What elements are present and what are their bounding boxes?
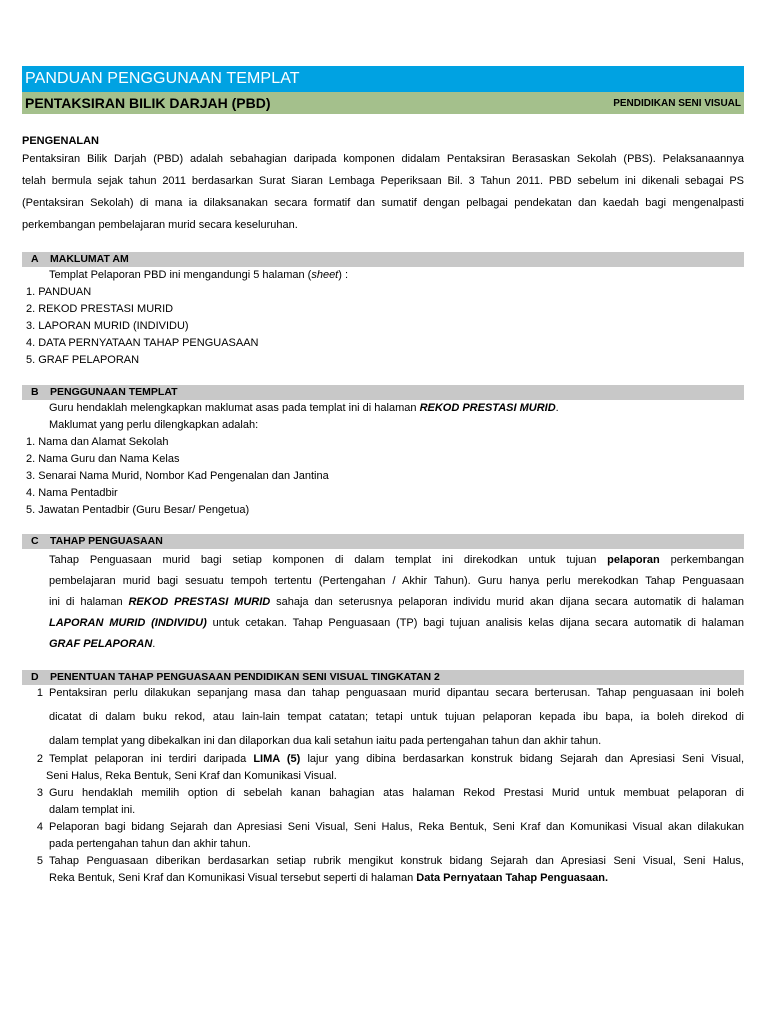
- numbered-item: [22, 685, 744, 751]
- section-letter: B: [31, 386, 39, 398]
- item-line: dalam templat yang dibekalkan ini dan dilaporkan dua kali setahun iaitu pada pertengahan tahun dan akhir tahun.: [49, 735, 602, 747]
- section-title: PENENTUAN TAHAP PENGUASAAN PENDIDIKAN SENI VISUAL TINGKATAN 2: [50, 671, 440, 683]
- item-line: Guru hendaklah memilih option di sebelah kanan bahagian atas halaman Rekod Prestasi Murid untuk membuat pelaporan di: [49, 787, 744, 799]
- section-title: MAKLUMAT AM: [50, 253, 129, 265]
- subtitle-bar: [22, 92, 744, 114]
- intro-section: [22, 134, 744, 236]
- text-bold: pelaporan: [607, 554, 660, 566]
- text-bold: Data Pernyataan Tahap Penguasaan.: [416, 872, 609, 884]
- item-line: dicatat di dalam buku rekod, atau lain-lain tempat catatan; tetapi untuk tujuan pelaporan kepada ibu bapa, ia boleh direkod di: [49, 711, 744, 723]
- intro-paragraph: [22, 148, 744, 236]
- paragraph-line: [49, 550, 744, 571]
- item-line: Pelaporan bagi bidang Sejarah dan Apresiasi Seni Visual, Seni Halus, Reka Bentuk, Seni Kraf dan Komunikasi Visual akan dilakukan: [49, 821, 744, 833]
- numbered-item: [22, 785, 744, 819]
- text-run: sahaja dan seterusnya pelaporan individu murid akan dijana secara automatik di halaman: [270, 596, 744, 608]
- item-number: 2: [36, 753, 43, 765]
- text-run: Reka Bentuk, Seni Kraf dan Komunikasi Visual tersebut seperti di halaman: [49, 872, 417, 884]
- section-a-lead: [22, 267, 744, 284]
- intro-line: telah bermula sejak tahun 2011 berdasarkan Surat Siaran Lembaga Peperiksaan Bil. 3 Tahun 2011. PBD sebelum ini dikenali sebagai PS: [22, 175, 744, 187]
- text-emphasis: LAPORAN MURID (INDIVIDU): [49, 617, 207, 629]
- section-b-list: [22, 434, 744, 519]
- subject-label: PENDIDIKAN SENI VISUAL: [613, 97, 741, 109]
- list-item: 5. Jawatan Pentadbir (Guru Besar/ Pengetua): [26, 504, 250, 516]
- lead-text: Templat Pelaporan PBD ini mengandungi 5 halaman (: [49, 269, 312, 281]
- page-subtitle: PENTAKSIRAN BILIK DARJAH (PBD): [25, 95, 271, 111]
- section-b: [22, 385, 744, 519]
- paragraph-line: pembelajaran murid bagi sesuatu tempoh tertentu (Pertengahan / Akhir Tahun). Guru hanya perlu merekodkan Tahap Penguasaan: [49, 575, 744, 587]
- intro-line: (Pentaksiran Sekolah) di mana ia dilaksanakan secara formatif dan sumatif dengan pelbagai pendekatan dan kaedah bagi mengenalpasti: [22, 197, 744, 209]
- section-b-lead: [22, 400, 744, 417]
- section-letter: C: [31, 535, 39, 547]
- list-item: 2. REKOD PRESTASI MURID: [26, 303, 174, 315]
- text-run: Tahap Penguasaan murid bagi setiap komponen di dalam templat ini direkodkan untuk tujuan: [49, 554, 608, 566]
- section-letter: A: [31, 253, 39, 265]
- section-b-lead2: Maklumat yang perlu dilengkapkan adalah:: [49, 419, 259, 431]
- list-item: 5. GRAF PELAPORAN: [26, 354, 140, 366]
- lead-emphasis: REKOD PRESTASI MURID: [419, 402, 556, 414]
- lead-text: .: [555, 402, 559, 414]
- numbered-item: [22, 819, 744, 853]
- paragraph-line: [49, 613, 744, 634]
- list-item: 3. Senarai Nama Murid, Nombor Kad Pengenalan dan Jantina: [26, 470, 329, 482]
- text-run: untuk cetakan. Tahap Penguasaan (TP) bagi tujuan analisis kelas dijana secara automatik di halaman: [206, 617, 744, 629]
- numbered-item: [22, 853, 744, 887]
- item-line: Seni Halus, Reka Bentuk, Seni Kraf dan Komunikasi Visual.: [46, 770, 337, 782]
- intro-line: Pentaksiran Bilik Darjah (PBD) adalah sebahagian daripada komponen didalam Pentaksiran Berasaskan Sekolah (PBS). Pelaksanaannya: [22, 153, 744, 165]
- item-text: [46, 751, 744, 785]
- text-run: perkembangan: [659, 554, 744, 566]
- item-line: dalam templat ini.: [49, 804, 136, 816]
- lead-text: ) :: [338, 269, 349, 281]
- item-line: pada pertengahan tahun dan akhir tahun.: [49, 838, 251, 850]
- list-item: 2. Nama Guru dan Nama Kelas: [26, 453, 180, 465]
- text-run: Templat pelaporan ini terdiri daripada: [49, 753, 254, 765]
- intro-line: perkembangan pembelajaran murid secara keseluruhan.: [22, 219, 298, 231]
- item-line: Pentaksiran perlu dilakukan sepanjang masa dan tahap penguasaan murid dipantau secara berterusan. Tahap penguasaan ini boleh: [49, 687, 744, 699]
- section-title: PENGGUNAAN TEMPLAT: [50, 386, 178, 398]
- list-item: 3. LAPORAN MURID (INDIVIDU): [26, 320, 189, 332]
- item-text: [49, 819, 744, 853]
- text-emphasis: GRAF PELAPORAN: [49, 638, 153, 650]
- text-run: ini di halaman: [49, 596, 129, 608]
- item-number: 1: [36, 687, 43, 699]
- item-text: [49, 853, 744, 887]
- paragraph-line: [49, 592, 744, 613]
- title-bar: [22, 66, 744, 92]
- list-item: 1. Nama dan Alamat Sekolah: [26, 436, 169, 448]
- list-item: 1. PANDUAN: [26, 286, 92, 298]
- section-c-header: [22, 534, 744, 549]
- paragraph-line: [49, 634, 744, 655]
- section-a-header: [22, 252, 744, 267]
- item-line: [49, 751, 744, 768]
- list-item: 4. Nama Pentadbir: [26, 487, 118, 499]
- item-text: [49, 785, 744, 819]
- item-number: 3: [36, 787, 43, 799]
- section-b-header: [22, 385, 744, 400]
- lead-text: Guru hendaklah melengkapkan maklumat asas pada templat ini di halaman: [49, 402, 420, 414]
- section-d-header: [22, 670, 744, 685]
- intro-heading: PENGENALAN: [22, 135, 100, 147]
- section-c: [22, 534, 744, 655]
- lead-italic: sheet: [311, 269, 339, 281]
- section-a: [22, 252, 744, 369]
- section-c-paragraph: [22, 550, 744, 655]
- item-text: [49, 685, 744, 751]
- guide-sheet: [22, 66, 744, 887]
- list-item: 4. DATA PERNYATAAN TAHAP PENGUASAAN: [26, 337, 259, 349]
- item-line: [49, 870, 744, 887]
- section-a-list: [22, 284, 744, 369]
- item-number: 4: [36, 821, 43, 833]
- text-emphasis: REKOD PRESTASI MURID: [128, 596, 271, 608]
- numbered-item: [22, 751, 744, 785]
- item-number: 5: [36, 855, 43, 867]
- page-title: PANDUAN PENGGUNAAN TEMPLAT: [25, 70, 300, 87]
- text-bold: LIMA (5): [253, 753, 301, 765]
- section-letter: D: [31, 671, 39, 683]
- item-line: Tahap Penguasaan diberikan berdasarkan setiap rubrik mengikut konstruk bidang Sejarah dan Apresiasi Seni Visual, Seni Halus,: [49, 855, 744, 867]
- section-title: TAHAP PENGUASAAN: [50, 535, 163, 547]
- text-run: lajur yang dibina berdasarkan konstruk bidang Sejarah dan Apresiasi Seni Visual,: [300, 753, 744, 765]
- text-run: .: [152, 638, 156, 650]
- section-d: [22, 670, 744, 887]
